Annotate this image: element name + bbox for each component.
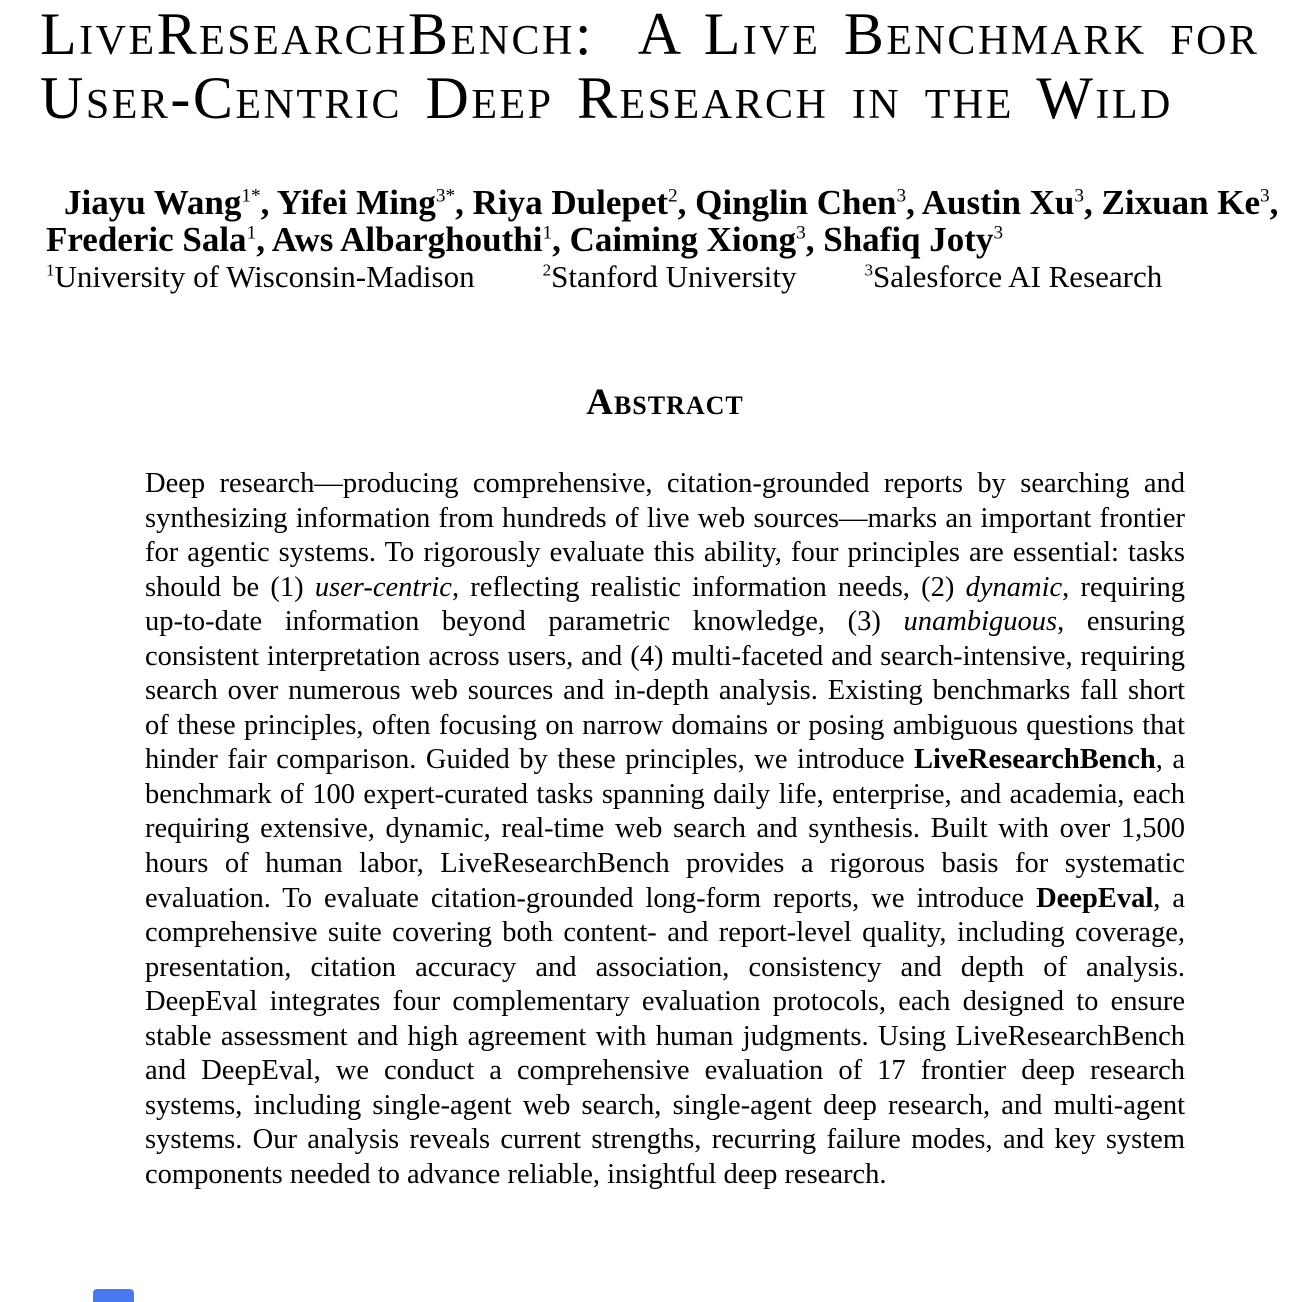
author-name: Shafiq Joty	[823, 220, 994, 259]
author-separator: ,	[1084, 183, 1102, 222]
authors-block	[46, 184, 1278, 296]
author-separator: ,	[455, 183, 473, 222]
paper-title-line-1: LiveResearchBench: A Live Benchmark for	[40, 1, 1260, 67]
author-superscript: 3*	[435, 185, 456, 207]
author	[277, 183, 473, 222]
abstract-segment: Deep research—producing comprehensive, citation-grounded reports by searching and synthesizing information from hundreds of live web sources—marks an important frontier for agentic systems. To rigorously evaluate this ability, four principles are essential: tasks should be (1)	[145, 468, 1185, 603]
clipped-blue-element	[93, 1289, 134, 1302]
author	[272, 220, 570, 259]
author-superscript: 1	[542, 222, 553, 244]
author-name: Qinglin Chen	[695, 183, 897, 222]
abstract-segment: , a benchmark of 100 expert-curated tasks spanning daily life, enterprise, and academia, each requiring extensive, dynamic, real-time web search and synthesis. Built with over 1,500 hours of human labor, LiveResearchBench provides a rigorous basis for systematic evaluation. To evaluate citation-grounded long-form reports, we introduce	[145, 744, 1185, 914]
author	[473, 183, 696, 222]
author-name: Caiming Xiong	[569, 220, 797, 259]
author-name: Aws Albarghouthi	[271, 220, 543, 259]
paper-title-line-2: User-Centric Deep Research in the Wild	[40, 65, 1173, 131]
author	[570, 220, 824, 259]
author-separator: ,	[256, 220, 272, 259]
affiliation-superscript: 3	[864, 260, 874, 280]
abstract-segment-italic: unambiguous	[903, 606, 1058, 638]
author-line-1	[46, 184, 1278, 221]
abstract-segment-bold: LiveResearchBench	[914, 744, 1156, 776]
author-line-2	[46, 221, 1278, 258]
author	[695, 183, 922, 222]
author-name: Zixuan Ke	[1101, 183, 1261, 222]
affiliation-name: University of Wisconsin-Madison	[54, 259, 475, 294]
author-superscript: 2	[668, 185, 678, 207]
abstract-text	[145, 467, 1185, 1192]
author-superscript: 3	[796, 222, 806, 244]
author-separator: ,	[906, 183, 922, 222]
author-separator: ,	[677, 183, 696, 222]
author	[46, 220, 272, 259]
abstract-segment: , a comprehensive suite covering both content- and report-level quality, including coverage, presentation, citation accuracy and association, consistency and depth of analysis. DeepEval integrates four complementary evaluation protocols, each designed to ensure stable assessment and high agreement with human judgments. Using LiveResearchBench and DeepEval, we conduct a comprehensive evaluation of 17 frontier deep research systems, including single-agent web search, single-agent deep research, and multi-agent systems. Our analysis reveals current strengths, recurring failure modes, and key system components needed to advance reliable, insightful deep research.	[145, 882, 1186, 1190]
abstract-segment: , requiring up-to-date information beyond parametric knowledge, (3)	[145, 571, 1185, 638]
author-name: Austin Xu	[921, 183, 1075, 222]
author-name: Frederic Sala	[46, 220, 247, 259]
abstract-segment: , reflecting realistic information needs, (2)	[451, 571, 966, 603]
author-superscript: 3	[993, 222, 1004, 244]
author	[64, 183, 277, 222]
author-superscript: 1	[246, 222, 257, 244]
abstract-segment-italic: dynamic	[965, 571, 1063, 603]
author-superscript: 3	[1260, 185, 1270, 207]
author-name: Yifei Ming	[276, 183, 436, 222]
author	[1102, 183, 1279, 222]
affiliation-superscript: 2	[542, 260, 552, 280]
author-superscript: 3	[1074, 185, 1085, 207]
author-name: Riya Dulepet	[472, 183, 669, 222]
affiliation	[865, 259, 1163, 294]
author-separator: ,	[805, 220, 824, 259]
affiliation	[543, 259, 797, 294]
author	[823, 220, 1003, 259]
affiliation-name: Stanford University	[551, 259, 797, 294]
paper-title	[40, 2, 1259, 130]
author-separator: ,	[552, 220, 570, 259]
affiliations-line	[46, 258, 1278, 296]
abstract-heading: Abstract	[586, 382, 744, 423]
author	[922, 183, 1102, 222]
affiliation	[46, 259, 475, 294]
author-name: Jiayu Wang	[64, 183, 242, 222]
author-separator: ,	[260, 183, 277, 222]
abstract-segment-italic: user-centric	[314, 571, 452, 603]
affiliation-name: Salesforce AI Research	[873, 259, 1163, 294]
author-superscript: 1*	[241, 185, 261, 207]
author-separator: ,	[1269, 183, 1279, 222]
abstract-segment: , ensuring consistent interpretation across users, and (4) multi-faceted and search-intensive, requiring search over numerous web sources and in-depth analysis. Existing benchmarks fall short of these principles, often focusing on narrow domains or posing ambiguous questions that hinder fair comparison. Guided by these principles, we introduce	[145, 606, 1186, 776]
affiliation-superscript: 1	[46, 260, 55, 280]
abstract-segment-bold: DeepEval	[1036, 882, 1154, 914]
author-superscript: 3	[896, 185, 907, 207]
